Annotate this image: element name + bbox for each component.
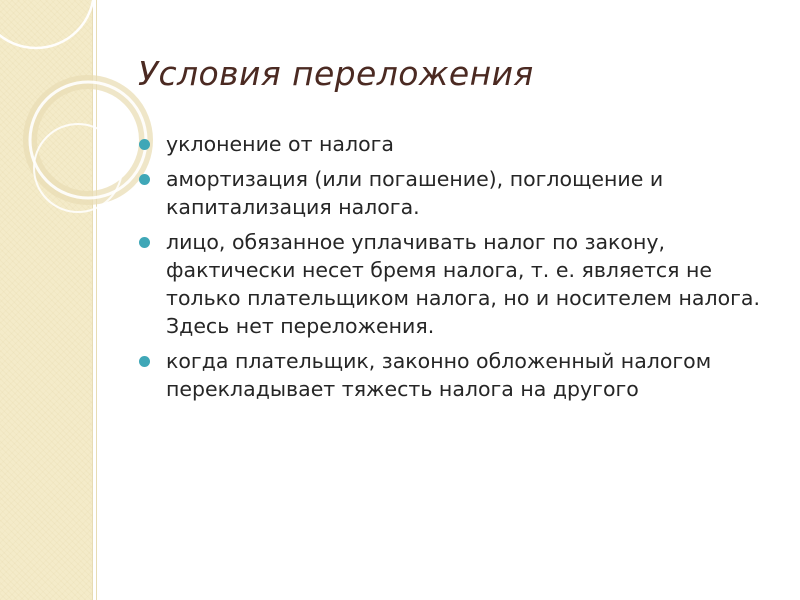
slide-title: Условия переложения bbox=[138, 54, 534, 93]
bullet-dot-icon bbox=[139, 356, 150, 367]
decorative-circle bbox=[0, 0, 94, 48]
bullet-dot-icon bbox=[139, 174, 150, 185]
bullet-text: амортизация (или погашение), поглощение и капитализация налога. bbox=[166, 167, 664, 219]
decorative-circles bbox=[0, 0, 160, 240]
bullet-item bbox=[166, 347, 776, 403]
bullet-text: когда плательщик, законно обложенный налогом перекладывает тяжесть налога на другого bbox=[166, 349, 712, 401]
bullet-item bbox=[166, 165, 776, 221]
bullet-text: уклонение от налога bbox=[166, 132, 394, 156]
bullet-item bbox=[166, 228, 776, 340]
bullet-item bbox=[166, 130, 776, 158]
bullet-text: лицо, обязанное уплачивать налог по закону, фактически несет бремя налога, т. е. является не только плательщиком налога, но и носителем налога. Здесь нет переложения. bbox=[166, 230, 760, 338]
bullet-dot-icon bbox=[139, 139, 150, 150]
bullet-list bbox=[166, 130, 776, 410]
bullet-dot-icon bbox=[139, 237, 150, 248]
decorative-ring-highlight bbox=[30, 82, 146, 198]
